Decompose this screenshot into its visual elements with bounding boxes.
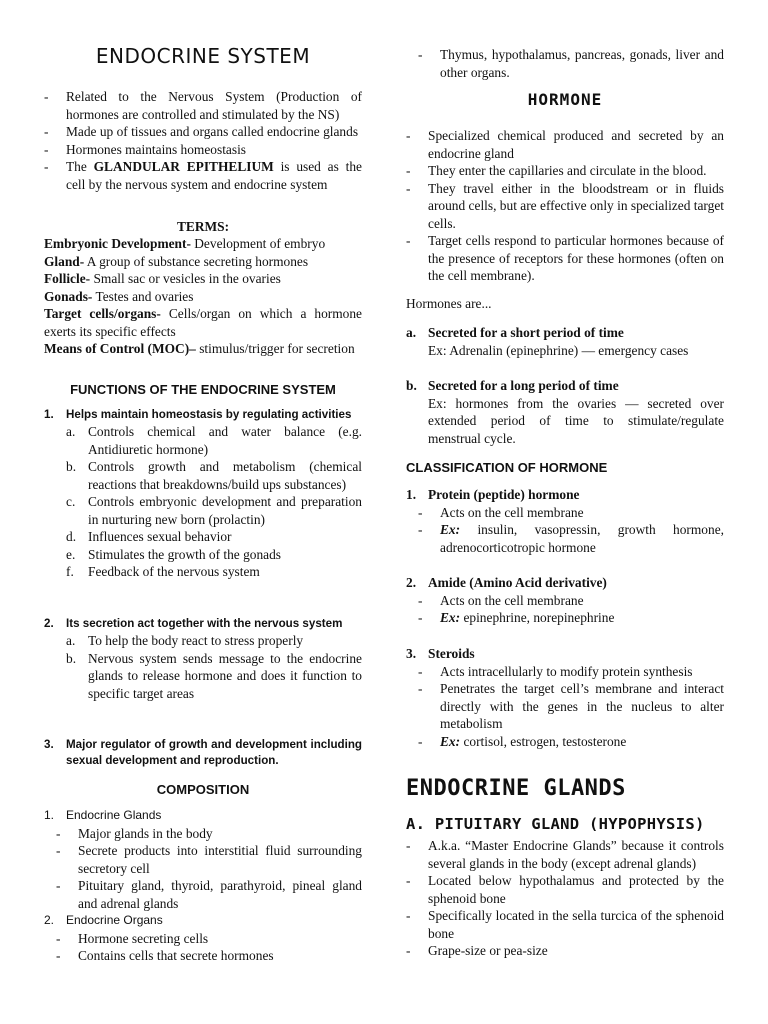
hormone-list (406, 127, 724, 285)
page-title: ENDOCRINE SYSTEM (95, 44, 311, 68)
list-item (406, 521, 724, 556)
term-label: Means of Control (MOC)– (44, 341, 196, 356)
item-letter: d. (66, 529, 77, 544)
term-row (44, 235, 362, 253)
lettered-heading (406, 377, 724, 395)
list-item: - Penetrates the target cell’s membrane and interact directly with the genes in the nucleus to alter metabolism (406, 680, 724, 733)
item-text: Secreted for a short period of time (428, 325, 624, 340)
item-letter: e. (66, 546, 76, 562)
class-2 (406, 574, 724, 627)
term-definition: Small sac or vesicles in the ovaries (90, 271, 281, 286)
item-letter: b. (406, 378, 417, 393)
list-item: - Pituitary gland, thyroid, parathyroid, pineal gland and adrenal glands (44, 877, 362, 912)
classification-heading: CLASSIFICATION OF HORMONE (406, 460, 608, 475)
term-row (44, 270, 362, 288)
list-item: - A.k.a. “Master Endocrine Glands” because it controls several glands in the body (except adrenal glands) (406, 837, 724, 872)
lettered-item (44, 632, 362, 650)
lettered-item (44, 423, 362, 458)
example-label: Ex: (440, 733, 461, 749)
item-letter: c. (66, 494, 76, 509)
item-letter: a. (66, 424, 76, 439)
item-letter: a. (406, 325, 417, 340)
list-item: - Acts intracellularly to modify protein synthesis (406, 663, 724, 681)
function-2 (44, 616, 362, 702)
list-item (44, 158, 362, 193)
item-letter: b. (66, 650, 77, 666)
hormone-type-a (406, 324, 724, 359)
example-label: Ex: (440, 610, 461, 625)
item-letter: f. (66, 564, 74, 579)
list-item: - Acts on the cell membrane (406, 504, 724, 522)
numbered-heading (44, 616, 362, 632)
item-number: 2. (44, 617, 54, 630)
item-number: 2. (44, 913, 55, 927)
function-1 (44, 407, 362, 581)
item-letter: a. (66, 633, 76, 648)
item-number: 3. (44, 738, 54, 751)
example-text: insulin, vasopressin, growth hormone, adrenocorticotropic hormone (440, 522, 724, 555)
example-label: Ex: (440, 522, 461, 537)
list-item: - Secrete products into interstitial fluid surrounding secretory cell (44, 842, 362, 877)
term-label: Gonads- (44, 288, 93, 304)
item-text: Protein (peptide) hormone (428, 487, 580, 502)
terms-list (44, 235, 362, 358)
composition-heading: COMPOSITION (156, 782, 250, 797)
list-item: - Made up of tissues and organs called endocrine glands (44, 123, 362, 141)
example-text: Ex: hormones from the ovaries — secreted over extended period of time to stimulate/regulate menstrual cycle. (428, 395, 724, 446)
class-1 (406, 486, 724, 556)
list-item: - Target cells respond to particular hormones because of the presence of receptors for these hormones (often on the cell membrane). (406, 232, 724, 285)
list-item (406, 733, 724, 751)
class-3 (406, 645, 724, 750)
term-row (44, 305, 362, 340)
list-item: - They enter the capillaries and circulate in the blood. (406, 162, 724, 180)
hormone-type-b (406, 377, 724, 447)
pituitary-list (406, 837, 724, 960)
term-definition: Testes and ovaries (92, 288, 194, 304)
list-item: - Contains cells that secrete hormones (44, 947, 362, 965)
list-item: - Located below hypothalamus and protected by the sphenoid bone (406, 872, 724, 907)
numbered-heading (44, 737, 362, 769)
pituitary-heading: A. PITUITARY GLAND (HYPOPHYSIS) (406, 815, 705, 833)
term-definition: Cells/organ on which a hormone exerts its specific effects (44, 306, 362, 339)
bold-term: GLANDULAR EPITHELIUM (93, 159, 274, 174)
term-label: Follicle- (44, 271, 91, 286)
item-text: To help the body react to stress properly (88, 633, 304, 648)
term-label: Embryonic Development- (44, 236, 191, 251)
term-definition: Development of embryo (190, 236, 326, 251)
intro-list (44, 88, 362, 193)
list-item (406, 609, 724, 627)
list-item: - Related to the Nervous System (Production of hormones are controlled and stimulated by the NS) (44, 88, 362, 123)
item-text: Nervous system sends message to the endocrine glands to release hormone and does it function to specific target areas (88, 650, 362, 701)
text-segment: is used as the cell by the nervous system and endocrine system (66, 159, 362, 192)
term-label: Target cells/organs- (44, 306, 161, 321)
endocrine-glands-heading: ENDOCRINE GLANDS (406, 776, 626, 801)
hormone-heading: HORMONE (527, 90, 603, 109)
functions-heading: FUNCTIONS OF THE ENDOCRINE SYSTEM (70, 382, 336, 397)
lettered-item (44, 493, 362, 528)
list-item: - Specialized chemical produced and secreted by an endocrine gland (406, 127, 724, 162)
item-text: Amide (Amino Acid derivative) (428, 575, 607, 590)
term-row (44, 288, 362, 306)
item-text: Influences sexual behavior (88, 529, 232, 544)
numbered-heading (406, 486, 724, 504)
item-number: 1. (44, 808, 55, 822)
lettered-item (44, 458, 362, 493)
text-segment: The (66, 159, 94, 174)
item-text: Its secretion act together with the nervous system (66, 617, 343, 630)
item-text: Endocrine Glands (66, 808, 162, 822)
numbered-heading (406, 574, 724, 592)
hormones-are-label: Hormones are... (406, 296, 492, 311)
list-item: - Hormone secreting cells (44, 930, 362, 948)
terms-heading: TERMS: (176, 219, 230, 234)
continued-list (406, 46, 724, 81)
item-text: Feedback of the nervous system (88, 564, 260, 579)
numbered-heading (44, 912, 362, 930)
list-item: - Thymus, hypothalamus, pancreas, gonads, liver and other organs. (406, 46, 724, 81)
lettered-item (44, 528, 362, 546)
item-text: Controls chemical and water balance (e.g. Antidiuretic hormone) (88, 424, 362, 457)
term-row (44, 253, 362, 271)
lettered-item (44, 563, 362, 581)
item-text: Major regulator of growth and development including sexual development and reproduction. (66, 738, 362, 767)
item-text: Endocrine Organs (66, 913, 163, 927)
numbered-heading (44, 807, 362, 825)
item-letter: b. (66, 459, 77, 474)
term-definition: stimulus/trigger for secretion (195, 341, 355, 356)
term-row (44, 340, 362, 358)
lettered-item (44, 546, 362, 564)
composition-list (44, 807, 362, 965)
lettered-heading (406, 324, 724, 342)
list-item: - Major glands in the body (44, 825, 362, 843)
item-text: Secreted for a long period of time (428, 378, 619, 393)
example-text: cortisol, estrogen, testosterone (460, 733, 627, 749)
list-item: - They travel either in the bloodstream or in fluids around cells, but are effective only in specialized target cells. (406, 180, 724, 233)
item-text: Stimulates the growth of the gonads (88, 546, 282, 562)
item-number: 1. (406, 487, 417, 502)
numbered-heading (406, 645, 724, 663)
lettered-item (44, 650, 362, 703)
list-item: - Hormones maintains homeostasis (44, 141, 362, 159)
item-number: 1. (44, 408, 54, 421)
example-text: epinephrine, norepinephrine (460, 610, 615, 625)
item-text: Controls embryonic development and preparation in nurturing new born (prolactin) (88, 494, 362, 527)
list-item: - Acts on the cell membrane (406, 592, 724, 610)
term-definition: A group of substance secreting hormones (84, 253, 309, 269)
function-3 (44, 737, 362, 769)
example-text: Ex: Adrenalin (epinephrine) — emergency cases (428, 342, 689, 358)
list-item: - Grape-size or pea-size (406, 942, 724, 960)
item-text: Helps maintain homeostasis by regulating activities (66, 408, 352, 421)
item-text: Controls growth and metabolism (chemical reactions that breakdowns/build ups substances) (88, 459, 362, 492)
numbered-heading (44, 407, 362, 423)
term-label: Gland- (44, 253, 85, 269)
list-item: - Specifically located in the sella turcica of the sphenoid bone (406, 907, 724, 942)
item-text: Steroids (428, 646, 475, 661)
item-number: 3. (406, 646, 417, 661)
item-number: 2. (406, 575, 417, 590)
